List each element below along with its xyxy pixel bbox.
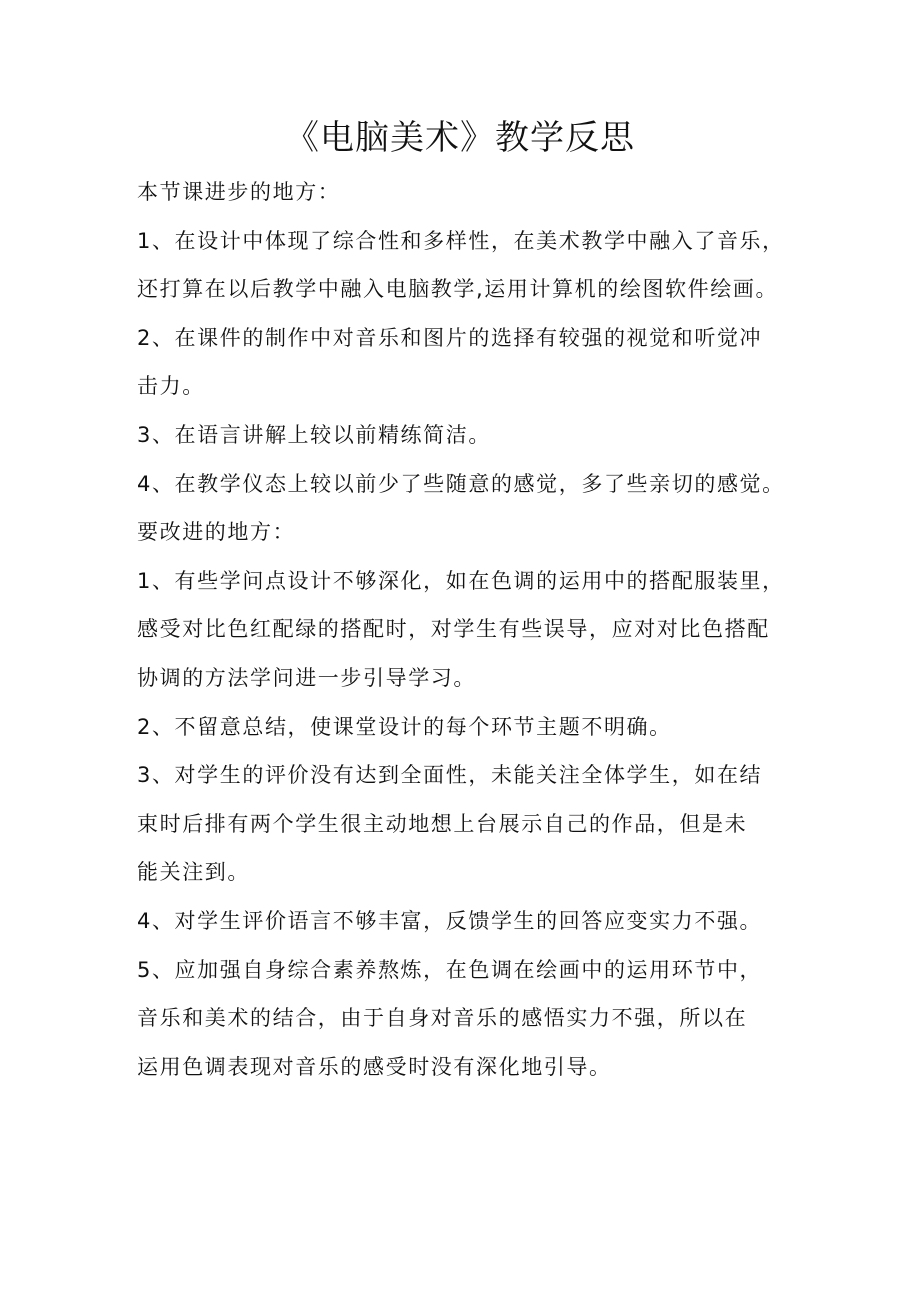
- text-line: 要改进的地方：: [137, 520, 296, 545]
- text-line: 2、在课件的制作中对音乐和图片的选择有较强的视觉和听觉冲: [137, 325, 763, 350]
- text-line: 感受对比色红配绿的搭配时，对学生有些误导，应对对比色搭配: [137, 617, 770, 642]
- document-body: [137, 168, 797, 1091]
- text-line: 音乐和美术的结合，由于自身对音乐的感悟实力不强，所以在: [137, 1006, 748, 1031]
- text-line: 1、在设计中体现了综合性和多样性，在美术教学中融入了音乐，: [137, 228, 785, 253]
- text-line: 还打算在以后教学中融入电脑教学,运用计算机的绘图软件绘画。: [137, 277, 779, 302]
- text-line: 1、有些学问点设计不够深化，如在色调的运用中的搭配服装里，: [137, 568, 785, 593]
- text-line: 协调的方法学问进一步引导学习。: [137, 665, 476, 690]
- text-line: 本节课进步的地方：: [137, 180, 341, 204]
- text-line: 击力。: [137, 374, 205, 399]
- text-line: 3、对学生的评价没有达到全面性，未能关注全体学生，如在结: [137, 763, 763, 788]
- text-line: 4、对学生评价语言不够丰富，反馈学生的回答应变实力不强。: [137, 908, 763, 933]
- document-title: 《电脑美术》教学反思: [285, 118, 635, 158]
- text-line: 4、在教学仪态上较以前少了些随意的感觉，多了些亲切的感觉。: [137, 471, 785, 496]
- text-line: 能关注到。: [137, 860, 250, 885]
- text-line: 3、在语言讲解上较以前精练简洁。: [137, 422, 491, 447]
- text-line: 运用色调表现对音乐的感受时没有深化地引导。: [137, 1054, 612, 1079]
- text-line: 束时后排有两个学生很主动地想上台展示自己的作品，但是未: [137, 811, 748, 836]
- text-line: 5、应加强自身综合素养熬炼，在色调在绘画中的运用环节中，: [137, 957, 763, 982]
- text-line: 2、不留意总结，使课堂设计的每个环节主题不明确。: [137, 714, 672, 739]
